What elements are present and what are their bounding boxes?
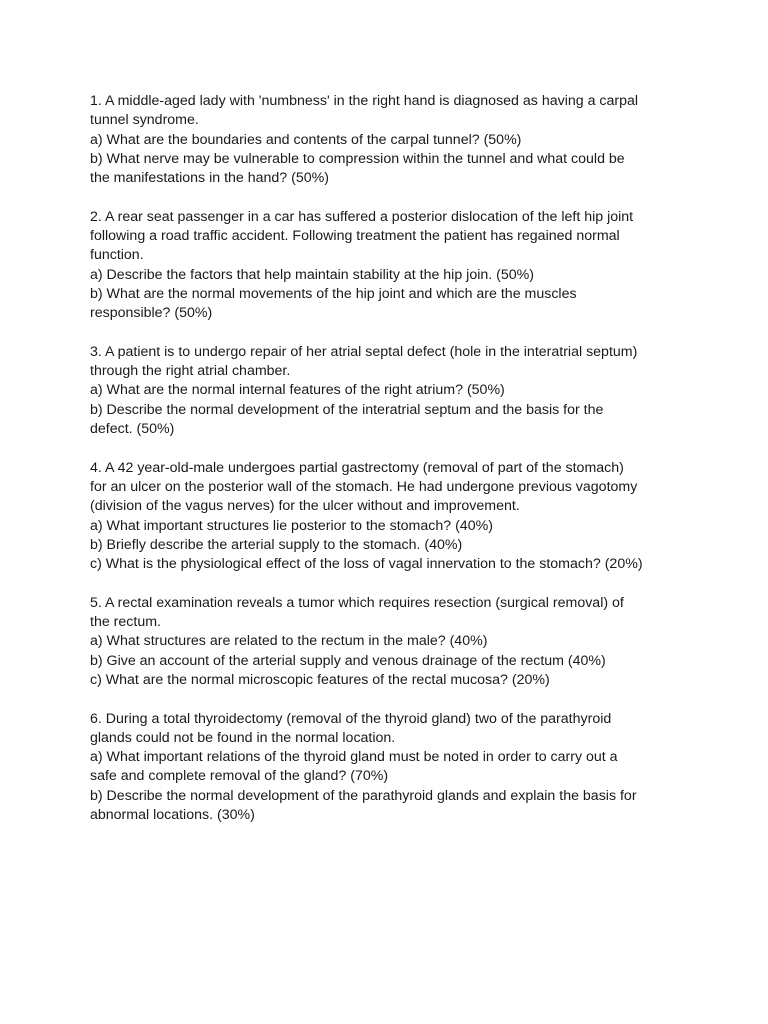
question-2-line: function. bbox=[90, 247, 144, 264]
question-3-line: through the right atrial chamber. bbox=[90, 363, 291, 380]
question-4-line: for an ulcer on the posterior wall of the stomach. He had undergone previous vagotomy bbox=[90, 478, 638, 495]
question-2-line: responsible? (50%) bbox=[90, 305, 213, 322]
question-1-line: tunnel syndrome. bbox=[90, 112, 199, 129]
question-3-line: a) What are the normal internal features of the right atrium? (50%) bbox=[90, 382, 505, 399]
question-5-line: 5. A rectal examination reveals a tumor which requires resection (surgical removal) of bbox=[90, 594, 624, 611]
question-5-line: c) What are the normal microscopic features of the rectal mucosa? (20%) bbox=[90, 671, 550, 688]
question-6-line: abnormal locations. (30%) bbox=[90, 806, 255, 823]
question-3-line: b) Describe the normal development of the interatrial septum and the basis for the bbox=[90, 401, 604, 418]
question-3-line: defect. (50%) bbox=[90, 421, 175, 438]
question-6-line: glands could not be found in the normal location. bbox=[90, 729, 396, 746]
question-1-line: 1. A middle-aged lady with 'numbness' in the right hand is diagnosed as having a carpal bbox=[90, 93, 639, 109]
question-1-line: the manifestations in the hand? (50%) bbox=[90, 170, 329, 187]
exam-document bbox=[90, 92, 690, 845]
question-4 bbox=[90, 459, 690, 575]
question-6-line: b) Describe the normal development of the parathyroid glands and explain the basis for bbox=[90, 787, 637, 804]
question-2-line: a) Describe the factors that help maintain stability at the hip join. (50%) bbox=[90, 266, 534, 283]
question-6-line: a) What important relations of the thyroid gland must be noted in order to carry out a bbox=[90, 749, 618, 766]
question-3-line: 3. A patient is to undergo repair of her atrial septal defect (hole in the interatrial septum) bbox=[90, 343, 638, 360]
question-2-line: b) What are the normal movements of the hip joint and which are the muscles bbox=[90, 285, 577, 302]
question-4-line: (division of the vagus nerves) for the ulcer without and improvement. bbox=[90, 498, 520, 515]
question-6-line: safe and complete removal of the gland? (70%) bbox=[90, 768, 389, 785]
question-1-line: b) What nerve may be vulnerable to compression within the tunnel and what could be bbox=[90, 150, 625, 167]
question-5-line: the rectum. bbox=[90, 614, 161, 631]
question-1 bbox=[90, 92, 690, 188]
question-4-line: a) What important structures lie posterior to the stomach? (40%) bbox=[90, 517, 493, 534]
question-5-line: a) What structures are related to the rectum in the male? (40%) bbox=[90, 633, 488, 650]
question-2-line: 2. A rear seat passenger in a car has suffered a posterior dislocation of the left hip joint bbox=[90, 208, 634, 225]
question-3 bbox=[90, 343, 690, 439]
question-4-line: 4. A 42 year-old-male undergoes partial gastrectomy (removal of part of the stomach) bbox=[90, 459, 624, 476]
question-2-line: following a road traffic accident. Following treatment the patient has regained normal bbox=[90, 228, 620, 245]
question-4-line: b) Briefly describe the arterial supply to the stomach. (40%) bbox=[90, 536, 463, 553]
question-6 bbox=[90, 710, 690, 826]
question-2 bbox=[90, 208, 690, 324]
question-6-line: 6. During a total thyroidectomy (removal of the thyroid gland) two of the parathyroid bbox=[90, 710, 612, 727]
question-4-line: c) What is the physiological effect of the loss of vagal innervation to the stomach? (20%) bbox=[90, 556, 643, 573]
question-5 bbox=[90, 594, 690, 690]
question-5-line: b) Give an account of the arterial supply and venous drainage of the rectum (40%) bbox=[90, 652, 606, 669]
question-1-line: a) What are the boundaries and contents of the carpal tunnel? (50%) bbox=[90, 131, 522, 148]
